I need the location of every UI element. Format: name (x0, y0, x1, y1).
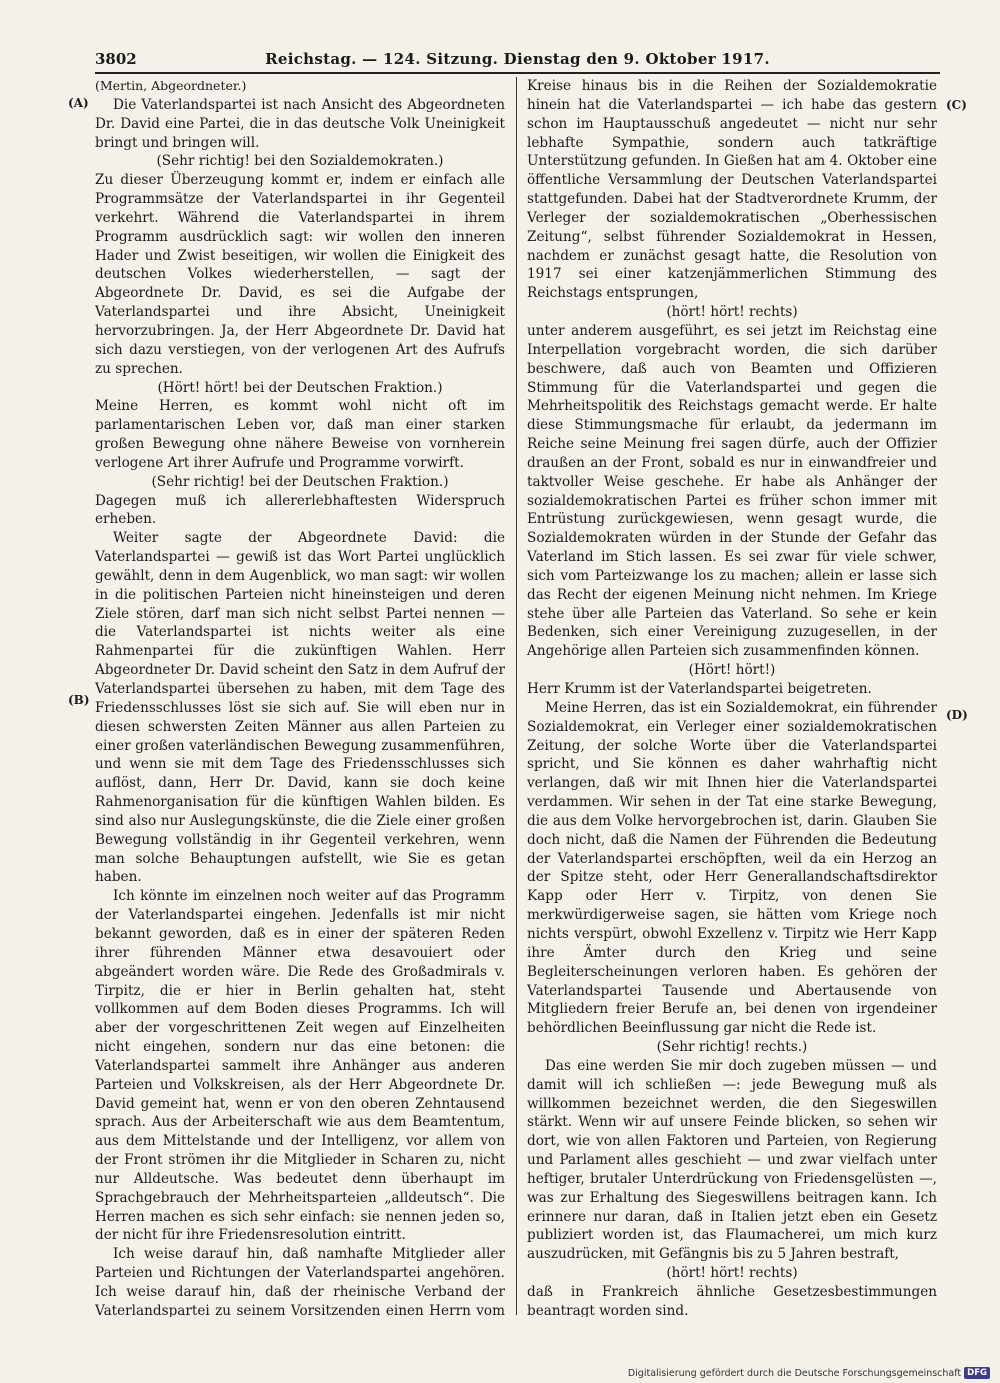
column-divider (516, 77, 517, 1315)
margin-marker-c: (C) (946, 98, 967, 112)
paragraph: Dagegen muß ich allererlebhaftesten Widerspruch erheben. (95, 492, 505, 528)
margin-marker-d: (D) (946, 708, 968, 722)
paragraph: Ich könnte im einzelnen noch weiter auf das Programm der Vaterlandspartei eingehen. Jedenfalls ist mir nicht bekannt geworden, daß es in einer der späteren Reden ihrer führenden Männer etwa desavouiert oder abgeändert worden wäre. Die Rede des Großadmirals v. Tirpitz, die er hier in Berlin gehalten hat, steht vollkommen auf dem Boden dieses Programms. Ich will aber der vorgeschrittenen Zeit wegen auf Einzelheiten nicht eingehen, sondern nur das eine betonen: die Vaterlandspartei sammelt ihre Anhänger aus anderen Parteien und Volkskreisen, als der Herr Abgeordnete Dr. David gemeint hat, wenn er von den oberen Zehntausend sprach. Aus der Arbeiterschaft wie aus dem Beamtentum, aus dem Mittelstande und der Intelligenz, vor allem von der Front strömen ihr die Mitglieder in Scharen zu, nicht nur Alldeutsche. Was bedeutet denn überhaupt im Sprachgebrauch der Mehrheitsparteien „alldeutsch“. Die Herren machen es sich sehr einfach: sie nennen jeden so, der nicht für ihre Friedensresolution eintritt. (95, 888, 505, 1244)
interjection: (Hört! hört! bei der Deutschen Fraktion.) (157, 379, 443, 396)
interjection: (Sehr richtig! bei den Sozialdemokraten.) (156, 153, 444, 170)
paragraph: Herr Krumm ist der Vaterlandspartei beigetreten. (527, 681, 872, 697)
interjection: (Sehr richtig! rechts.) (656, 1039, 808, 1056)
paragraph: Das eine werden Sie mir doch zugeben müssen — und damit will ich schließen —: jede Bewegung muß als willkommen bezeichnet werden, die den Siegeswillen stärkt. Wenn wir auf unsere Feinde blicken, so sehen wir dort, wie von allen Faktoren und Parteien, von Regierung und Parlament alles geschieht — und zwar vielfach unter heftiger, brutaler Unterdrückung von Friedensgelüsten —, was zur Erhaltung des Siegeswillens beitragen kann. Ich erinnere nur daran, daß in Italien jetzt eben ein Gesetz publiziert worden ist, das Flaumacherei, um mich kurz auszudrücken, mit Gefängnis bis zu 5 Jahren bestraft, (527, 1057, 937, 1263)
right-column (527, 77, 937, 1317)
running-title: Reichstag. — 124. Sitzung. Dienstag den 9. Oktober 1917. (265, 50, 770, 68)
page-number: 3802 (95, 50, 137, 68)
margin-marker-b: (B) (68, 693, 90, 707)
paragraph: Zu dieser Überzeugung kommt er, indem er einfach alle Programmsätze der Vaterlandspartei in ihr Gegenteil verkehrt. Während die Vaterlandspartei in ihrem Programm ausdrücklich sagt: wir wollen den inneren Hader und Zwist beseitigen, wir wollen die Einigkeit des deutschen Volkes wiederherstellen, — sagt der Abgeordnete Dr. David, es sei die Aufgabe der Vaterlandspartei und ihre Absicht, Uneinigkeit hervorzubringen. Ja, der Herr Abgeordnete Dr. David hat sich dazu verstiegen, von der verlogenen Art des Aufrufs zu sprechen. (95, 172, 505, 377)
footer-credit: Digitalisierung gefördert durch die Deutsche Forschungsgemeinschaft (627, 1367, 962, 1379)
margin-marker-a: (A) (68, 96, 89, 110)
paragraph: daß in Frankreich ähnliche Gesetzesbestimmungen beantragt worden sind. (527, 1284, 937, 1317)
paragraph: Ich weise darauf hin, daß namhafte Mitglieder aller Parteien und Richtungen der Vaterlandspartei angehören. Ich weise darauf hin, daß der rheinische Verband der Vaterlandspartei zu seinem Vorsitzenden einen Herrn vom (95, 1246, 505, 1317)
interjection: (hört! hört! rechts) (666, 304, 798, 321)
paragraph: Meine Herren, es kommt wohl nicht oft im parlamentarischen Leben vor, daß man einer starken großen Bewegung ohne nähere Beweise von vornherein verlogene Art ihrer Aufrufe und Programme vorwirft. (95, 398, 505, 471)
left-column (95, 77, 505, 1317)
paragraph: Kreise hinaus bis in die Reihen der Sozialdemokratie hinein hat die Vaterlandspartei — ich habe das gestern schon im Hauptausschuß angedeutet — nicht nur sehr lebhafte Sympathie, sondern auch tatkräftige Unterstützung gefunden. In Gießen hat am 4. Oktober eine öffentliche Versammlung der Deutschen Vaterlandspartei stattgefunden. Dabei hat der Stadtverordnete Krumm, der Verleger der sozialdemokratischen „Oberhessischen Zeitung“, selbst führender Sozialdemokrat in Hessen, nachdem er zunächst gesagt hatte, die Resolution von 1917 sei einer katzenjämmerlichen Stimmung des Reichstags entsprungen, (527, 78, 937, 302)
speaker-note: (Mertin, Abgeordneter.) (95, 78, 247, 93)
interjection: (Sehr richtig! bei der Deutschen Fraktion.) (151, 473, 449, 490)
paragraph: Meine Herren, das ist ein Sozialdemokrat, ein führender Sozialdemokrat, ein Verleger einer sozialdemokratischen Zeitung, der solche Worte über die Vaterlandspartei spricht, und Sie können es daher wahrhaftig nicht verlangen, daß wir mit Ihnen hier die Vaterlandspartei verdammen. Wir sehen in der Tat eine starke Bewegung, die aus dem Volke hervorgebrochen ist, darin. Glauben Sie doch nicht, daß die Namen der Führenden die Bedeutung der Vaterlandspartei erschöpften, weil da ein Herzog an der Spitze steht, oder Herr Generallandschaftsdirektor Kapp oder Herr v. Tirpitz, von denen Sie merkwürdigerweise sagen, sie hätten vom Kriege noch nichts verspürt, obwohl Exzellenz v. Tirpitz wie Herr Kapp ihre Ämter durch den Krieg und seine Begleiterscheinungen verloren haben. Es gehören der Vaterlandspartei Tausende und Abertausende von Mitgliedern freier Berufe an, bei denen von irgendeiner behördlichen Beeinflussung gar nicht die Rede ist. (527, 699, 937, 1037)
paragraph: unter anderem ausgeführt, es sei jetzt im Reichstag eine Interpellation vorgebracht worden, die sich darüber beschwere, daß auch von Beamten und Offizieren Stimmung für die Vaterlandspartei und gegen die Mehrheitspolitik des Reichstags gemacht werde. Er halte diese Stimmungsmache für erlaubt, da jedermann im Reiche seine Meinung frei sagen dürfe, auch der Offizier draußen an der Front, sobald es nur in einwandfreier und taktvoller Weise geschehe. Er habe als Anhänger der sozialdemokratischen Partei es früher schon immer mit Entrüstung zurückgewiesen, wenn gesagt wurde, die Sozialdemokraten würden in der Stunde der Gefahr das Vaterland im Stich lassen. Es sei zwar für viele schwer, sich vom Parteizwange los zu machen; allein er lasse sich das Recht der eigenen Meinung nicht nehmen. Im Kriege stehe über alle Parteien das Vaterland. So sehe er kein Bedenken, sich einer Vereinigung zuzugesellen, in der Angehörige allen Parteien sich zusammenfinden können. (527, 322, 937, 660)
paragraph: Weiter sagte der Abgeordnete David: die Vaterlandspartei — gewiß ist das Wort Partei unglücklich gewählt, denn in dem Augenblick, wo man sagt: wir wollen in die politischen Parteien nicht hineinsteigen und deren Ziele stören, darf man sich nicht selbst Partei nennen — die Vaterlandspartei ist nichts weiter als eine Rahmenpartei für die zukünftigen Wahlen. Herr Abgeordneter Dr. David scheint den Satz in dem Aufruf der Vaterlandspartei übersehen zu haben, mit dem Tage des Friedensschlusses löst sie sich auf. Sie will eben nur in diesen schwersten Zeiten Männer aus allen Parteien zu einer großen vaterländischen Bewegung zusammenführen, und wenn sie mit dem Tage des Friedensschlusses sich auflöst, dann, Herr Dr. David, kann sie doch keine Rahmenorganisation für die künftigen Wahlen bilden. Es sind also nur Auslegungskünste, die die Ziele einer großen Bewegung vollständig in ihr Gegenteil verkehren, wenn man solche Behauptungen aufstellt, wie Sie es getan haben. (95, 530, 505, 886)
interjection: (Hört! hört!) (688, 662, 776, 679)
dfg-logo: DFG (964, 1367, 990, 1379)
page-header (95, 50, 940, 74)
page-footer (628, 1366, 990, 1380)
paragraph: Die Vaterlandspartei ist nach Ansicht des Abgeordneten Dr. David eine Partei, die in das deutsche Volk Uneinigkeit bringt und bringen will. (95, 96, 505, 151)
interjection: (hört! hört! rechts) (666, 1265, 798, 1282)
